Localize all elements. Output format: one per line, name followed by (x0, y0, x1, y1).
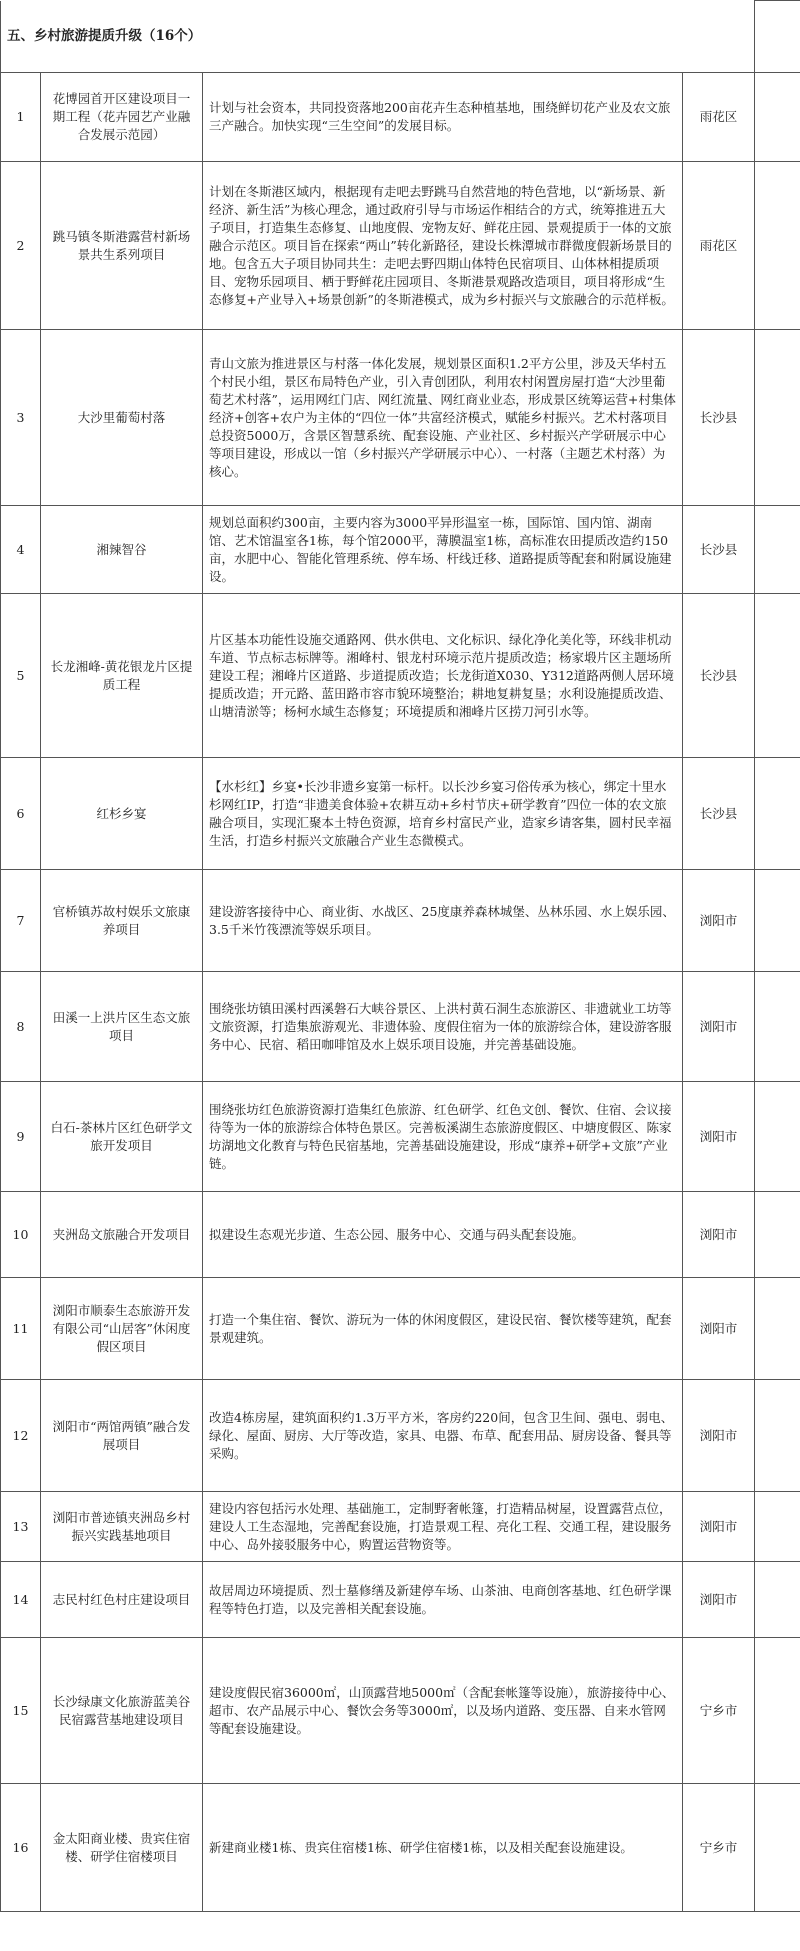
row-number: 6 (1, 758, 41, 870)
project-location: 浏阳市 (683, 870, 755, 972)
project-location: 浏阳市 (683, 1562, 755, 1638)
project-location: 宁乡市 (683, 1638, 755, 1784)
table-row (1, 972, 800, 1082)
row-number: 14 (1, 1562, 41, 1638)
row-number: 4 (1, 506, 41, 594)
project-location: 浏阳市 (683, 1278, 755, 1380)
margin-cell (755, 1380, 800, 1492)
margin-cell (755, 506, 800, 594)
table-row (1, 1784, 800, 1912)
margin-cell (755, 1784, 800, 1912)
project-name: 大沙里葡萄村落 (41, 330, 203, 506)
project-name: 跳马镇冬斯港露营村新场景共生系列项目 (41, 162, 203, 330)
row-number: 16 (1, 1784, 41, 1912)
table-row (1, 758, 800, 870)
row-number: 1 (1, 73, 41, 162)
table-row (1, 162, 800, 330)
project-location: 浏阳市 (683, 1192, 755, 1278)
project-name: 花博园首开区建设项目一期工程（花卉园艺产业融合发展示范园） (41, 73, 203, 162)
project-description: 规划总面积约300亩，主要内容为3000平异形温室一栋，国际馆、国内馆、湖南馆、艺术馆温室各1栋，每个馆2000平，薄膜温室1栋，高标准农田提质改造约150亩，水肥中心、智能化管理系统、停车场、杆线迁移、道路提质等配套和附属设施建设。 (203, 506, 683, 594)
project-name: 官桥镇苏故村娱乐文旅康养项目 (41, 870, 203, 972)
table-row (1, 1278, 800, 1380)
row-number: 2 (1, 162, 41, 330)
project-location: 浏阳市 (683, 1380, 755, 1492)
project-name: 红杉乡宴 (41, 758, 203, 870)
table-row (1, 73, 800, 162)
project-name: 田溪一上洪片区生态文旅项目 (41, 972, 203, 1082)
table-row (1, 1192, 800, 1278)
margin-cell (755, 1, 800, 73)
margin-cell (755, 1278, 800, 1380)
table-row (1, 1492, 800, 1562)
project-description: 计划与社会资本，共同投资落地200亩花卉生态种植基地，围绕鲜切花产业及农文旅三产融合。加快实现“三生空间”的发展目标。 (203, 73, 683, 162)
project-location: 雨花区 (683, 162, 755, 330)
row-number: 15 (1, 1638, 41, 1784)
project-location: 长沙县 (683, 330, 755, 506)
table-row (1, 870, 800, 972)
margin-cell (755, 73, 800, 162)
margin-cell (755, 162, 800, 330)
margin-cell (755, 1638, 800, 1784)
margin-cell (755, 870, 800, 972)
project-description: 计划在冬斯港区域内，根据现有走吧去野跳马自然营地的特色营地，以“新场景、新经济、新生活”为核心理念，通过政府引导与市场运作相结合的方式，统筹推进五大子项目，打造集生态修复、山地度假、宠物友好、鲜花庄园、景观提质于一体的文旅融合示范区。项目旨在探索“两山”转化新路径，建设长株潭城市群微度假新场景目的地。包含五大子项目协同共生：走吧去野四期山体特色民宿项目、山体林相提质项目、宠物乐园项目、栖于野鲜花庄园项目、冬斯港景观路改造项目，项目将形成“生态修复+产业导入+场景创新”的冬斯港模式，成为乡村振兴与文旅融合的示范样板。 (203, 162, 683, 330)
row-number: 11 (1, 1278, 41, 1380)
row-number: 9 (1, 1082, 41, 1192)
margin-cell (755, 758, 800, 870)
section-title: 五、乡村旅游提质升级（16个） (1, 1, 755, 73)
project-name: 浏阳市普迹镇夹洲岛乡村振兴实践基地项目 (41, 1492, 203, 1562)
project-name: 白石-茶林片区红色研学文旅开发项目 (41, 1082, 203, 1192)
project-name: 浏阳市“两馆两镇”融合发展项目 (41, 1380, 203, 1492)
table-row (1, 330, 800, 506)
project-description: 片区基本功能性设施交通路网、供水供电、文化标识、绿化净化美化等，环线非机动车道、节点标志标牌等。湘峰村、银龙村环境示范片提质改造；杨家塅片区主题场所建设工程；湘峰片区道路、步道提质改造；长龙街道X030、Y312道路两侧人居环境提质改造；开元路、蓝田路市容市貌环境整治；耕地复耕复垦；水利设施提质改造、山塘清淤等；杨柯水域生态修复；环境提质和湘峰片区捞刀河引水等。 (203, 594, 683, 758)
project-name: 长沙绿康文化旅游蓝美谷民宿露营基地建设项目 (41, 1638, 203, 1784)
row-number: 3 (1, 330, 41, 506)
project-location: 浏阳市 (683, 972, 755, 1082)
table-row (1, 1638, 800, 1784)
margin-cell (755, 972, 800, 1082)
project-name: 夹洲岛文旅融合开发项目 (41, 1192, 203, 1278)
row-number: 5 (1, 594, 41, 758)
project-description: 围绕张坊镇田溪村西溪磐石大峡谷景区、上洪村黄石洞生态旅游区、非遗就业工坊等文旅资源，打造集旅游观光、非遗体验、度假住宿为一体的旅游综合体，建设游客服务中心、民宿、稻田咖啡馆及水上娱乐项目设施，并完善基础设施。 (203, 972, 683, 1082)
project-description: 打造一个集住宿、餐饮、游玩为一体的休闲度假区，建设民宿、餐饮楼等建筑，配套景观建筑。 (203, 1278, 683, 1380)
project-location: 浏阳市 (683, 1492, 755, 1562)
margin-cell (755, 1562, 800, 1638)
project-location: 宁乡市 (683, 1784, 755, 1912)
project-location: 雨花区 (683, 73, 755, 162)
project-description: 围绕张坊红色旅游资源打造集红色旅游、红色研学、红色文创、餐饮、住宿、会议接待等为一体的旅游综合体特色景区。完善板溪湖生态旅游度假区、中塘度假区、陈家坊湖地文化教育与特色民宿基地，完善基础设施建设，形成“康养+研学+文旅”产业链。 (203, 1082, 683, 1192)
row-number: 12 (1, 1380, 41, 1492)
margin-cell (755, 1492, 800, 1562)
project-description: 拟建设生态观光步道、生态公园、服务中心、交通与码头配套设施。 (203, 1192, 683, 1278)
table-row (1, 1082, 800, 1192)
project-location: 长沙县 (683, 758, 755, 870)
project-location: 长沙县 (683, 594, 755, 758)
project-name: 金太阳商业楼、贵宾住宿楼、研学住宿楼项目 (41, 1784, 203, 1912)
margin-cell (755, 1082, 800, 1192)
project-name: 浏阳市顺泰生态旅游开发有限公司“山居客”休闲度假区项目 (41, 1278, 203, 1380)
row-number: 13 (1, 1492, 41, 1562)
table-row (1, 506, 800, 594)
margin-cell (755, 330, 800, 506)
project-description: 建设内容包括污水处理、基础施工，定制野奢帐篷，打造精品树屋，设置露营点位，建设人工生态湿地，完善配套设施，打造景观工程、亮化工程、交通工程，建设服务中心、岛外接驳服务中心，购置运营物资等。 (203, 1492, 683, 1562)
row-number: 8 (1, 972, 41, 1082)
project-location: 浏阳市 (683, 1082, 755, 1192)
project-name: 湘辣智谷 (41, 506, 203, 594)
project-description: 建设度假民宿36000㎡，山顶露营地5000㎡（含配套帐篷等设施），旅游接待中心、超市、农产品展示中心、餐饮会务等3000㎡，以及场内道路、变压器、自来水管网等配套设施建设。 (203, 1638, 683, 1784)
project-location: 长沙县 (683, 506, 755, 594)
margin-cell (755, 594, 800, 758)
margin-cell (755, 1192, 800, 1278)
section-header-row (1, 1, 800, 73)
project-description: 改造4栋房屋，建筑面积约1.3万平方米，客房约220间，包含卫生间、强电、弱电、绿化、屋面、厨房、大厅等改造，家具、电器、布草、配套用品、厨房设备、餐具等采购。 (203, 1380, 683, 1492)
row-number: 10 (1, 1192, 41, 1278)
project-name: 志民村红色村庄建设项目 (41, 1562, 203, 1638)
project-description: 新建商业楼1栋、贵宾住宿楼1栋、研学住宿楼1栋，以及相关配套设施建设。 (203, 1784, 683, 1912)
project-description: 青山文旅为推进景区与村落一体化发展，规划景区面积1.2平方公里，涉及天华村五个村民小组，景区布局特色产业，引入青创团队，利用农村闲置房屋打造“大沙里葡萄艺术村落”，运用网红门店、网红流量、网红商业业态，形成景区统筹运营+村集体经济+创客+农户为主体的“四位一体”共富经济模式，赋能乡村振兴。艺术村落项目总投资5000万，含景区智慧系统、配套设施、产业社区、乡村振兴产学研展示中心等项目建设，形成以一馆（乡村振兴产学研展示中心）、一村落（主题艺术村落）为核心。 (203, 330, 683, 506)
table-row (1, 594, 800, 758)
table-row (1, 1562, 800, 1638)
project-description: 【水杉红】乡宴•长沙非遗乡宴第一标杆。以长沙乡宴习俗传承为核心，绑定十里水杉网红IP，打造“非遗美食体验+农耕互动+乡村节庆+研学教育”四位一体的农文旅融合项目，实现汇聚本土特色资源，培育乡村富民产业，造家乡请客集，圆村民幸福生活，打造乡村振兴文旅融合产业生态微模式。 (203, 758, 683, 870)
row-number: 7 (1, 870, 41, 972)
project-name: 长龙湘峰-黄花银龙片区提质工程 (41, 594, 203, 758)
table-row (1, 1380, 800, 1492)
project-description: 故居周边环境提质、烈士墓修缮及新建停车场、山茶油、电商创客基地、红色研学课程等特色打造，以及完善相关配套设施。 (203, 1562, 683, 1638)
project-description: 建设游客接待中心、商业街、水战区、25度康养森林城堡、丛林乐园、水上娱乐园、3.5千米竹筏漂流等娱乐项目。 (203, 870, 683, 972)
